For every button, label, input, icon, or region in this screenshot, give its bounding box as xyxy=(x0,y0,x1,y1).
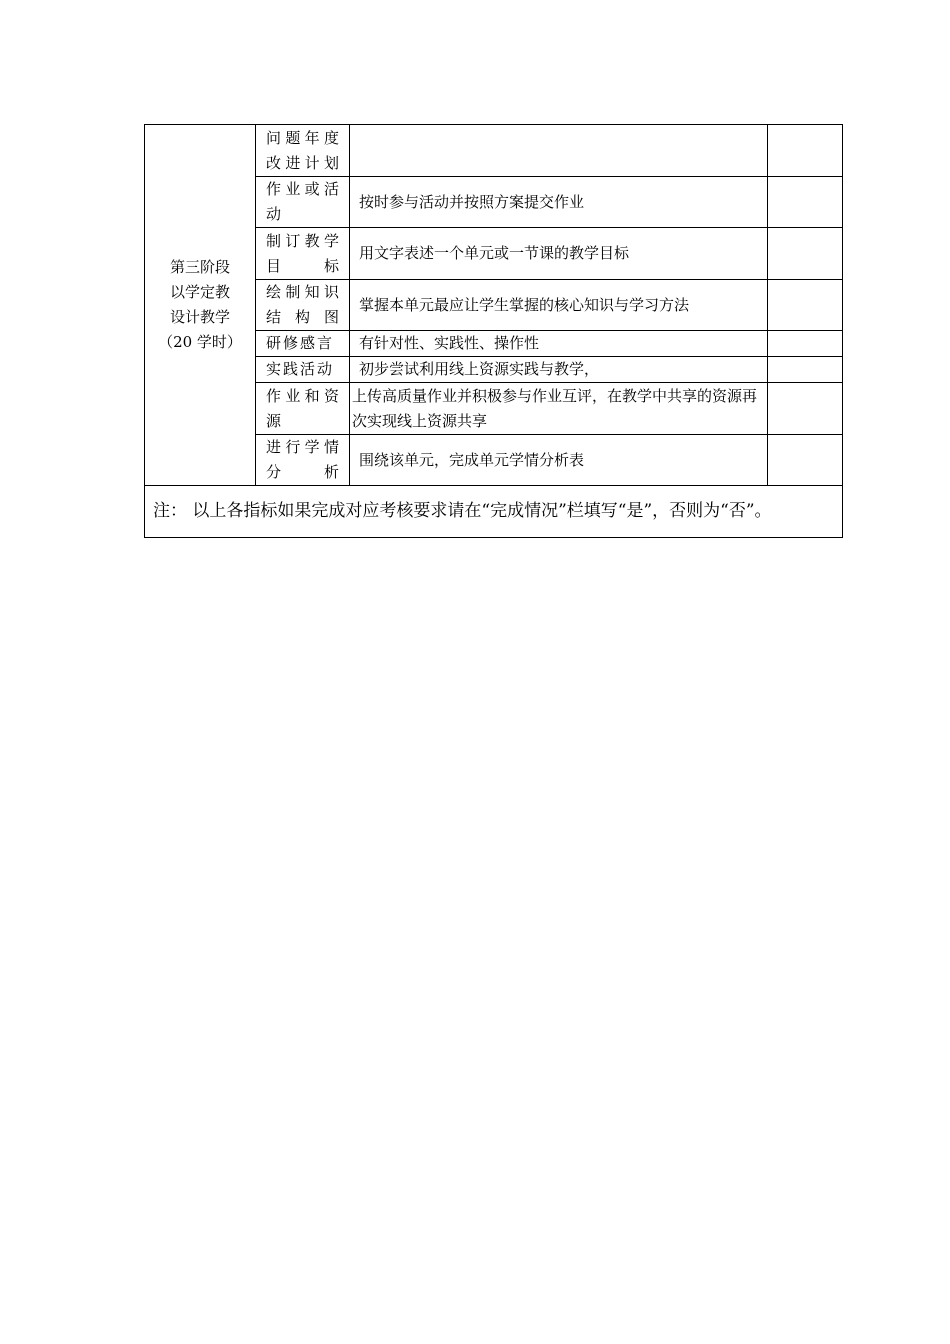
item-cell: 作业和资源 xyxy=(256,383,350,435)
requirement-cell: 掌握本单元最应让学生掌握的核心知识与学习方法 xyxy=(350,280,768,331)
requirement-cell: 初步尝试利用线上资源实践与教学， xyxy=(350,357,768,383)
item-cell: 实践活动 xyxy=(256,357,350,383)
requirement-cell: 围绕该单元，完成单元学情分析表 xyxy=(350,435,768,486)
completion-status-cell[interactable] xyxy=(768,383,843,435)
item-cell: 制订教学目标 xyxy=(256,228,350,280)
requirement-cell xyxy=(350,125,768,177)
item-cell: 进行学情分析 xyxy=(256,435,350,486)
requirement-cell: 按时参与活动并按照方案提交作业 xyxy=(350,177,768,228)
item-cell: 研修感言 xyxy=(256,331,350,357)
completion-status-cell[interactable] xyxy=(768,280,843,331)
stage-line: 以学定教 xyxy=(169,283,230,301)
requirement-cell: 上传高质量作业并积极参与作业互评，在教学中共享的资源再次实现线上资源共享 xyxy=(350,383,768,435)
stage-cell xyxy=(145,125,256,486)
note-row xyxy=(145,486,843,538)
stage-line: 第三阶段 xyxy=(169,258,230,276)
stage-line: 设计教学 xyxy=(169,308,230,326)
note-cell: 注： 以上各指标如果完成对应考核要求请在“完成情况”栏填写“是”，否则为“否”。 xyxy=(145,486,843,538)
completion-status-cell[interactable] xyxy=(768,357,843,383)
table-row xyxy=(145,125,843,177)
completion-status-cell[interactable] xyxy=(768,177,843,228)
requirement-cell: 用文字表述一个单元或一节课的教学目标 xyxy=(350,228,768,280)
completion-status-cell[interactable] xyxy=(768,331,843,357)
item-cell: 作业或活动 xyxy=(256,177,350,228)
item-cell: 问题年度改进计划 xyxy=(256,125,350,177)
requirement-cell: 有针对性、实践性、操作性 xyxy=(350,331,768,357)
completion-status-cell[interactable] xyxy=(768,125,843,177)
completion-status-cell[interactable] xyxy=(768,435,843,486)
item-cell: 绘制知识结构图 xyxy=(256,280,350,331)
stage-hours: （20 学时） xyxy=(158,333,242,351)
assessment-table xyxy=(144,124,843,538)
completion-status-cell[interactable] xyxy=(768,228,843,280)
